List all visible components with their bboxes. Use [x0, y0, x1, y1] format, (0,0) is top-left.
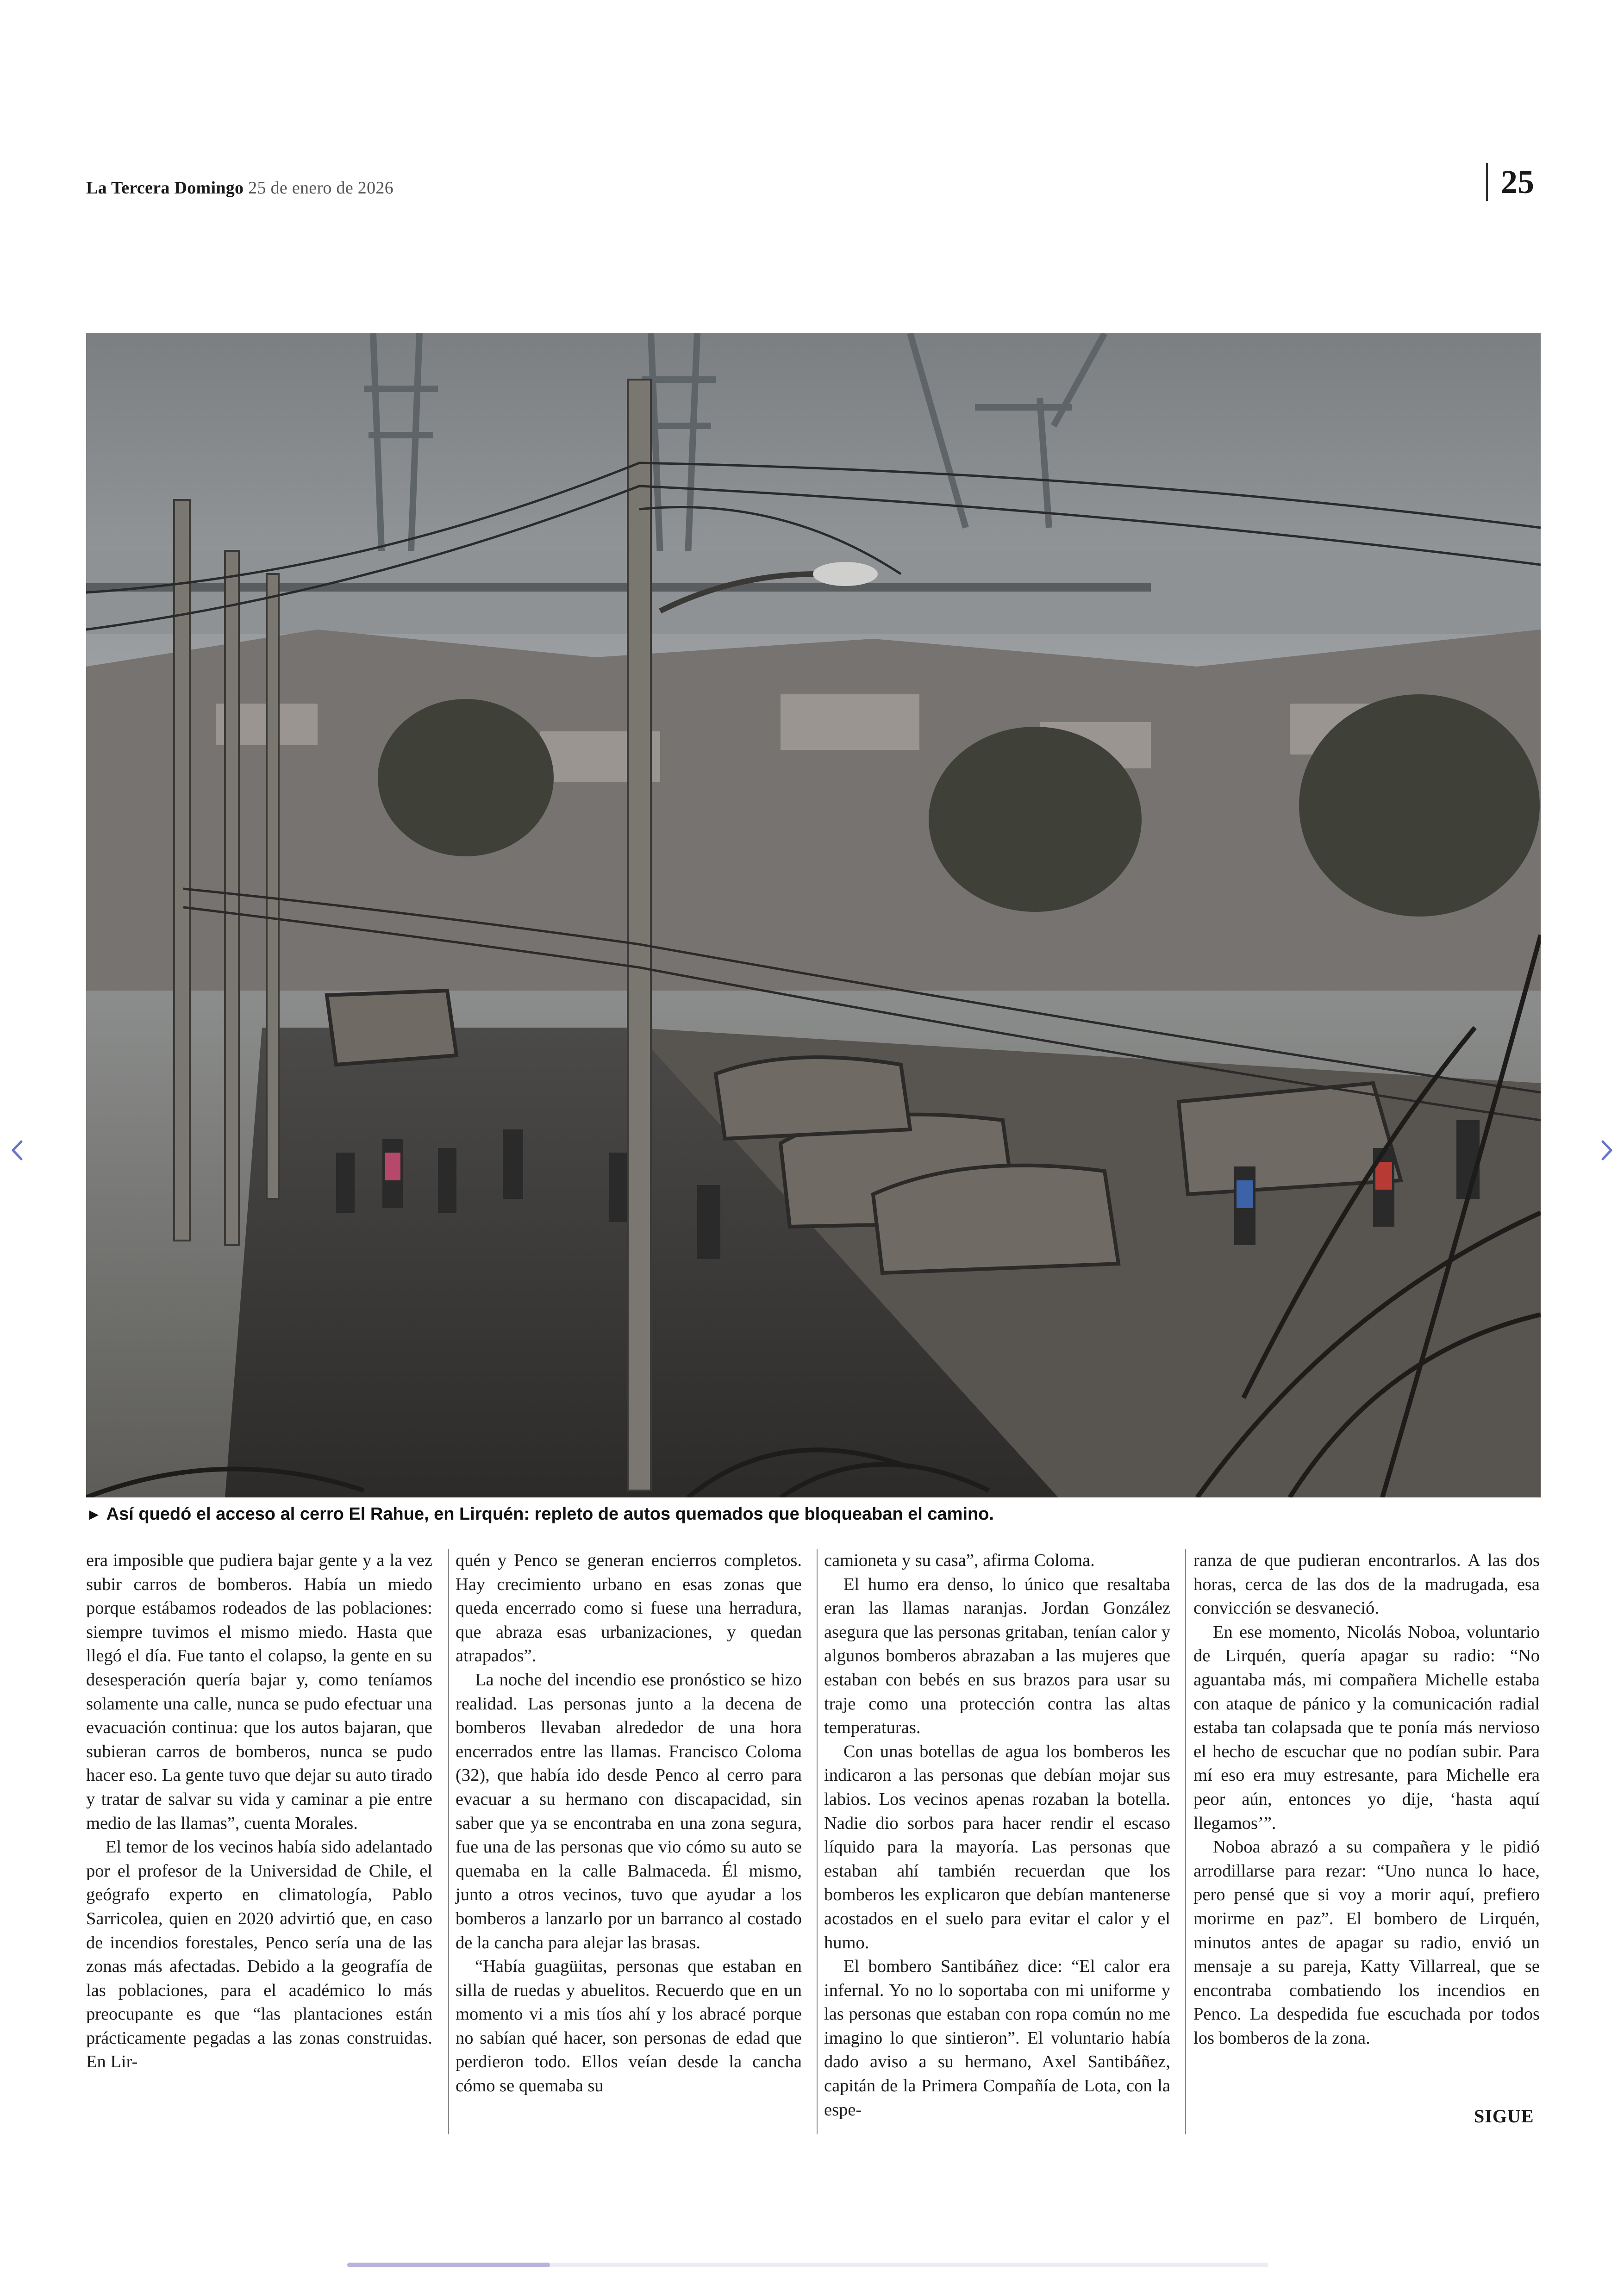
paragraph: El humo era denso, lo único que resaltaba eran las llamas naranjas. Jordan González asegura que las personas gritaban, tenían calor y algunos bomberos abrazaban a las mujeres que estaban con bebés en sus brazos para usar su traje como una protección contra las altas temperaturas. — [824, 1574, 1170, 1738]
column-divider — [1185, 1549, 1186, 2134]
caption-text: Así quedó el acceso al cerro El Rahue, en Lirquén: repleto de autos quemados que bloqueaban el camino. — [106, 1504, 994, 1524]
article-column-3 — [824, 1549, 1170, 2137]
page-number: 25 — [1486, 163, 1534, 201]
paragraph: El temor de los vecinos había sido adelantado por el profesor de la Universidad de Chile, el geógrafo experto en climatología, Pablo Sarricolea, quien en 2020 advirtió que, en caso de incendios forestales, Penco sería una de las zonas más afectadas. Debido a la geografía de las poblaciones, para el académico lo más preocupante es que “las plantaciones están prácticamente pegadas a las zonas construidas. En Lir- — [86, 1837, 432, 2072]
paragraph: En ese momento, Nicolás Noboa, voluntario de Lirquén, quería apagar su radio: “No aguantaba más, mi compañera Michelle estaba con ataque de pánico y la comunicación radial estaba tan colapsada que te ponía más nervioso el hecho de escuchar que no podían subir. Para mí eso era muy estresante, para Michelle era peor aún, entonces yo dije, ‘hasta aquí llegamos’”. — [1193, 1622, 1540, 1833]
caption-marker: ► — [86, 1506, 102, 1523]
page-header — [86, 178, 394, 198]
article-column-1 — [86, 1549, 432, 2137]
issue-date: 25 de enero de 2026 — [248, 178, 394, 198]
column-divider — [448, 1549, 449, 2134]
article-column-4 — [1193, 1549, 1540, 2137]
horizontal-scrollbar[interactable] — [347, 2263, 1268, 2267]
paragraph: La noche del incendio ese pronóstico se hizo realidad. Las personas junto a la decena de bomberos llevaban alrededor de una hora encerrados entre las llamas. Francisco Coloma (32), que había ido desde Penco al cerro para evacuar a su hermano con discapacidad, sin saber que ya se encontraba en una zona segura, fue una de las personas que vio cómo su auto se quemaba en la calle Balmaceda. Él mismo, junto a otros vecinos, tuvo que ayudar a los bomberos a lanzarlo por un barranco al costado de la cancha para alejar las brasas. — [456, 1670, 802, 1952]
paragraph: ranza de que pudieran encontrarlos. A las dos horas, cerca de las dos de la madrugada, esa convicción se desvaneció. — [1193, 1551, 1540, 1618]
continue-label: SIGUE — [1474, 2106, 1534, 2127]
chevron-right-icon — [1599, 1139, 1615, 1162]
news-photo — [86, 333, 1541, 1497]
previous-page-button[interactable] — [6, 1139, 29, 1162]
photo-caption — [86, 1504, 1541, 1524]
scrollbar-thumb[interactable] — [347, 2263, 550, 2267]
paragraph: quén y Penco se generan encierros completos. Hay crecimiento urbano en esas zonas que queda encerrado como si fuese una herradura, que abraza esas urbanizaciones, y quedan atrapados”. — [456, 1551, 802, 1666]
article-column-2 — [456, 1549, 802, 2137]
publication-name: La Tercera Domingo — [86, 178, 244, 198]
article-body — [86, 1549, 1541, 2137]
paragraph: camioneta y su casa”, afirma Coloma. — [824, 1551, 1095, 1570]
paragraph: Noboa abrazó a su compañera y le pidió arrodillarse para rezar: “Uno nunca lo hace, pero pensé que si voy a morir aquí, prefiero morirme en paz”. El bombero de Lirquén, minutos antes de apagar su radio, envió un mensaje a su pareja, Katty Villarreal, que se encontraba combatiendo los incendios en Penco. La despedida fue escuchada por todos los bomberos de la zona. — [1193, 1837, 1540, 2048]
paragraph: “Había guagüitas, personas que estaban en silla de ruedas y abuelitos. Recuerdo que en un momento vi a mis tíos ahí y los abracé porque no sabían qué hacer, son personas de edad que perdieron todo. Ellos veían desde la cancha cómo se quemaba su — [456, 1957, 802, 2096]
paragraph: era imposible que pudiera bajar gente y a la vez subir carros de bomberos. Había un miedo porque estábamos rodeados de las poblaciones: siempre tuvimos el mismo miedo. Hasta que llegó el día. Fue tanto el colapso, la gente en su desesperación quería bajar y, como teníamos solamente una calle, nunca se pudo efectuar una evacuación continua: que los autos bajaran, que subieran carros de bomberos, nunca se pudo hacer eso. La gente tuvo que dejar su auto tirado y tratar de salvar su vida y caminar a pie entre medio de las llamas”, cuenta Morales. — [86, 1551, 432, 1833]
paragraph: El bombero Santibáñez dice: “El calor era infernal. Yo no lo soportaba con mi uniforme y las personas que estaban con ropa común no me imagino lo que sintieron”. El voluntario había dado aviso a su hermano, Axel Santibáñez, capitán de la Primera Compañía de Lota, con la espe- — [824, 1957, 1170, 2120]
burned-street-photo — [86, 333, 1541, 1497]
chevron-left-icon — [9, 1139, 25, 1162]
paragraph: Con unas botellas de agua los bomberos les indicaron a las personas que debían mojar sus labios. Los vecinos apenas rozaban la botella. Nadie dio sorbos para hacer rendir el escaso líquido para la mayoría. Las personas que estaban ahí también recuerdan que los bomberos les explicaron que debían mantenerse acostados en el suelo para evitar el calor y el humo. — [824, 1741, 1170, 1952]
column-divider — [817, 1549, 818, 2134]
next-page-button[interactable] — [1595, 1139, 1618, 1162]
